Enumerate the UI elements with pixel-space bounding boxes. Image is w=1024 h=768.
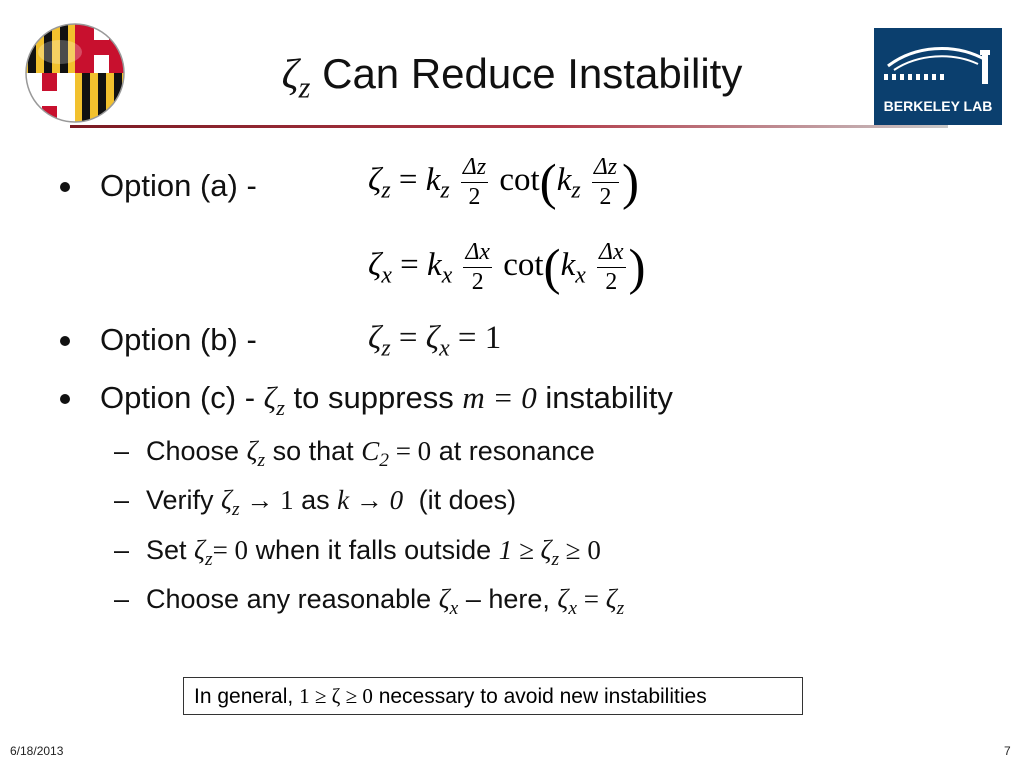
bullet-dot [60,336,70,346]
sub-item-verify-limit: – Verify $\zeta_z \to 1$ as k → 0 (it does) [114,485,517,521]
option-c-label: Option (c) - [100,380,256,415]
bullet-dot [60,182,70,192]
option-b-label: Option (b) - [100,322,257,357]
sub-item-set-zero: – Set $\zeta_z= 0$ when it falls outside $1 \ge \zeta_z \ge 0$ [114,535,601,571]
option-c-text-2: instability [545,380,673,415]
bullet-dot [60,394,70,404]
option-a-label: Option (a) - [100,168,257,203]
sub-item-choose-zeta: – Choose $\zeta_z$ so that $C_2 = 0$ at resonance [114,436,595,472]
title-text: Can Reduce Instability [322,50,743,97]
option-c-math: m = 0 [462,380,537,415]
slide-date: 6/18/2013 [10,744,64,758]
equation-zeta-x: $\zeta_x = k_x$ $\frac{\Delta x}{2}$ $\cot(k_x$ $\frac{\Delta x}{2}$ ) [368,238,646,296]
title-underline [70,125,948,128]
equation-zeta-z: $\zeta_z = k_z$ $\frac{\Delta z}{2}$ $\cot(k_z$ $\frac{\Delta z}{2}$ ) [368,153,640,211]
title-zeta-subscript: z [298,70,311,105]
slide-page-number: 7 [1004,744,1011,758]
title-zeta-symbol: ζ [281,52,299,98]
bullet-option-c: Option $(c) - \zeta_z$ to suppress m = 0 instability [0,380,1024,424]
bullet-option-b [0,322,1024,366]
slide-title [0,50,1024,106]
berkeley-lab-text: BERKELEY LAB [883,98,993,114]
option-c-text-1: to suppress [293,380,454,415]
sub-item-choose-zeta-x: – Choose any reasonable $\zeta_x$ – here, $\zeta_x = \zeta_z$ [114,584,625,620]
general-note-box: In general, 1 ≥ ζ ≥ 0 necessary to avoid new instabilities [183,677,803,715]
equation-option-b: $\zeta_z = \zeta_x = 1$ [368,320,502,362]
